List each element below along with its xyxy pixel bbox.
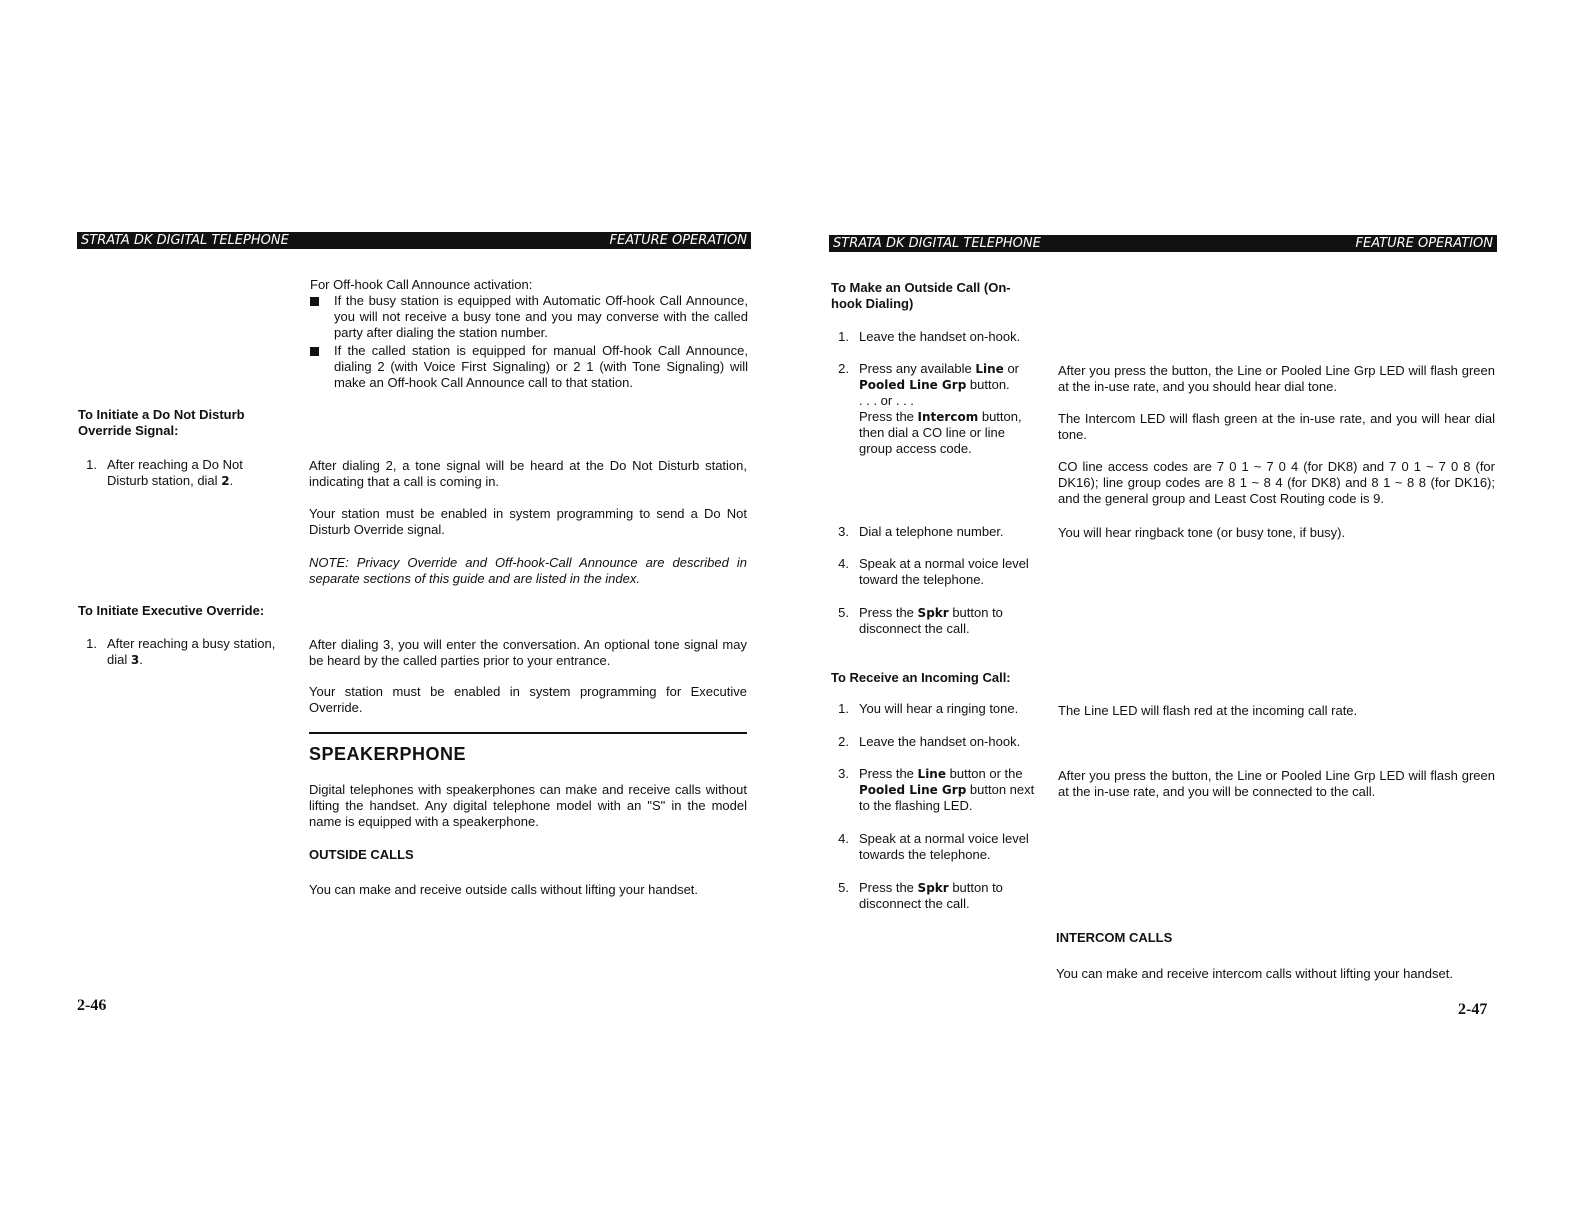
step-text: button, then dial a CO line or line group access code. <box>859 409 1022 456</box>
off-hook-intro: For Off-hook Call Announce activation: <box>310 277 533 292</box>
exec-step-text: After reaching a busy station, dial <box>107 636 276 667</box>
exec-step <box>107 636 292 668</box>
step-number: 1. <box>838 329 849 344</box>
dnd-desc-1: After dialing 2, a tone signal will be heard at the Do Not Disturb station, indicating that a call is coming in. <box>309 458 747 489</box>
exec-heading: To Initiate Executive Override: <box>78 603 265 618</box>
outside-calls-title: OUTSIDE CALLS <box>309 847 414 862</box>
incoming-step-1: You will hear a ringing tone. <box>859 701 1019 716</box>
intercom-key: Intercom <box>917 410 979 424</box>
step-text: button next to the flashing LED. <box>859 782 1035 813</box>
step-number: 5. <box>838 605 849 620</box>
pooled-line-grp-key: Pooled Line Grp <box>859 783 967 797</box>
bullet-text: If the called station is equipped for manual Off-hook Call Announce, dialing 2 (with Voice First Signaling) or 2 1 (with Tone Signaling) will make an Off-hook Call Announce call to that station. <box>334 343 748 390</box>
pooled-line-grp-key: Pooled Line Grp <box>859 378 967 392</box>
exec-desc-1: After dialing 3, you will enter the conversation. An optional tone signal may be heard by the called parties prior to your entrance. <box>309 637 747 668</box>
dnd-step-text: After reaching a Do Not Disturb station, dial <box>107 457 243 488</box>
dnd-step-key: 2 <box>221 474 230 488</box>
left-page-header <box>77 232 751 249</box>
outside-step-3-desc: You will hear ringback tone (or busy tone, if busy). <box>1058 525 1346 540</box>
intercom-calls-title: INTERCOM CALLS <box>1056 930 1173 945</box>
outside-step-4: Speak at a normal voice level toward the telephone. <box>859 556 1029 587</box>
line-key: Line <box>917 767 946 781</box>
outside-step-3: Dial a telephone number. <box>859 524 1004 539</box>
dnd-desc-2: Your station must be enabled in system programming to send a Do Not Disturb Override signal. <box>309 506 747 537</box>
step-text: button. <box>969 377 1010 392</box>
step-number: 4. <box>838 831 849 846</box>
incoming-step-2: Leave the handset on-hook. <box>859 734 1021 749</box>
step-text: Press the <box>859 766 914 781</box>
spkr-key: Spkr <box>917 881 949 895</box>
outside-step-2 <box>859 361 1039 457</box>
step-text: or <box>1007 361 1019 376</box>
intercom-calls-body: You can make and receive intercom calls without lifting your handset. <box>1056 966 1453 981</box>
incoming-step-3 <box>859 766 1039 814</box>
step-text: button to disconnect the call. <box>859 605 1003 636</box>
dnd-note: NOTE: Privacy Override and Off-hook-Call Announce are described in separate sections of this guide and are listed in the index. <box>309 555 747 586</box>
left-header-section: FEATURE OPERATION <box>609 233 747 248</box>
right-header-title: STRATA DK DIGITAL TELEPHONE <box>833 236 1041 251</box>
outside-step-2-desc-1: After you press the button, the Line or Pooled Line Grp LED will flash green at the in-use rate, and you should hear dial tone. <box>1058 363 1495 394</box>
step-number: 2. <box>838 734 849 749</box>
step-number: 4. <box>838 556 849 571</box>
list-item <box>310 343 750 393</box>
exec-step-end: . <box>139 652 143 667</box>
outside-call-heading: To Make an Outside Call (On-hook Dialing) <box>831 280 1011 311</box>
step-number: 5. <box>838 880 849 895</box>
page-number-left: 2-46 <box>77 997 107 1014</box>
bullet-text: If the busy station is equipped with Automatic Off-hook Call Announce, you will not receive a busy tone and you may converse with the called party after dialing the station number. <box>334 293 748 340</box>
exec-desc-2: Your station must be enabled in system programming for Executive Override. <box>309 684 747 715</box>
outside-step-2-desc-3: CO line access codes are 7 0 1 ~ 7 0 4 (for DK8) and 7 0 1 ~ 7 0 8 (for DK16); line group codes are 8 1 ~ 8 4 (for DK8) and 8 1 ~ 8 8 (for DK16); and the general group and Least Cost Routing code is 9. <box>1058 459 1495 506</box>
page-number-right: 2-47 <box>1458 1001 1488 1018</box>
incoming-step-1-desc: The Line LED will flash red at the incoming call rate. <box>1058 703 1358 718</box>
step-number: 2. <box>838 361 849 376</box>
incoming-call-heading: To Receive an Incoming Call: <box>831 670 1011 685</box>
incoming-step-3-desc: After you press the button, the Line or Pooled Line Grp LED will flash green at the in-use rate, and you will be connected to the call. <box>1058 768 1495 799</box>
line-key: Line <box>975 362 1004 376</box>
outside-step-2-desc-2: The Intercom LED will flash green at the in-use rate, and you will hear dial tone. <box>1058 411 1495 442</box>
incoming-step-4: Speak at a normal voice level towards the telephone. <box>859 831 1029 862</box>
step-number: 1. <box>838 701 849 716</box>
spkr-key: Spkr <box>917 606 949 620</box>
step-text: Press the <box>859 409 914 424</box>
bullet-icon <box>310 297 319 306</box>
step-text: Press the <box>859 880 914 895</box>
step-number: 1. <box>86 636 97 651</box>
outside-step-1: Leave the handset on-hook. <box>859 329 1021 344</box>
outside-calls-body: You can make and receive outside calls without lifting your handset. <box>309 882 699 897</box>
or-separator: . . . or . . . <box>859 393 914 408</box>
step-number: 1. <box>86 457 97 472</box>
bullet-icon <box>310 347 319 356</box>
dnd-step <box>107 457 282 489</box>
incoming-step-5 <box>859 880 1029 912</box>
step-number: 3. <box>838 524 849 539</box>
step-number: 3. <box>838 766 849 781</box>
step-text: Press any available <box>859 361 972 376</box>
step-text: button or the <box>949 766 1023 781</box>
left-header-title: STRATA DK DIGITAL TELEPHONE <box>81 233 289 248</box>
exec-step-key: 3 <box>130 653 140 667</box>
outside-step-5 <box>859 605 1029 637</box>
speakerphone-title: SPEAKERPHONE <box>309 744 467 764</box>
right-page-header <box>829 235 1497 252</box>
dnd-step-end: . <box>229 473 234 488</box>
speakerphone-body: Digital telephones with speakerphones can make and receive calls without lifting the handset. Any digital telephone model with an "S" in the model name is equipped with a speakerphone. <box>309 782 747 829</box>
right-header-section: FEATURE OPERATION <box>1355 236 1493 251</box>
dnd-heading: To Initiate a Do Not Disturb Override Signal: <box>78 407 245 438</box>
section-divider <box>309 732 747 734</box>
list-item <box>310 293 750 343</box>
step-text: button to disconnect the call. <box>859 880 1003 911</box>
step-text: Press the <box>859 605 914 620</box>
